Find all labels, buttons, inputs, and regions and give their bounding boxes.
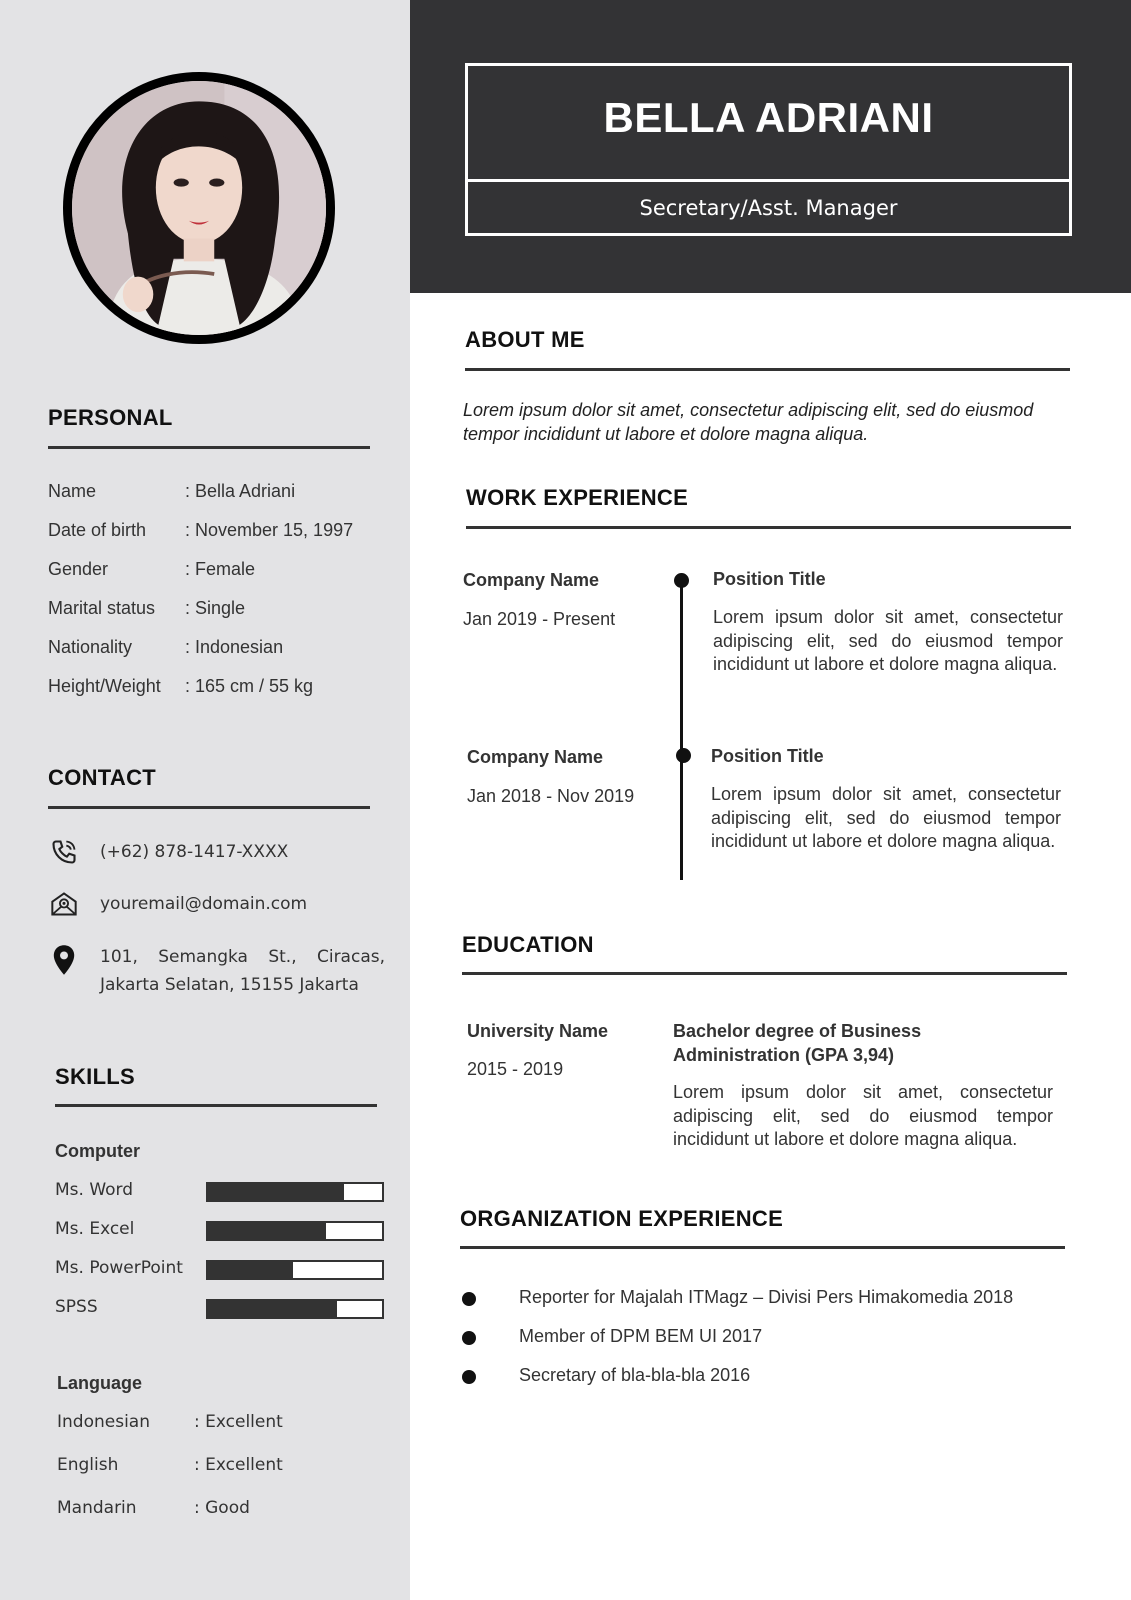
personal-row-marital bbox=[48, 598, 378, 619]
personal-key: Date of birth bbox=[48, 520, 147, 540]
personal-key: Height/Weight bbox=[48, 676, 161, 696]
job-description: Lorem ipsum dolor sit amet, consectetur adipiscing elit, sed do eiusmod tempor incididunt ut labore et dolore magna aliqua. bbox=[713, 607, 1063, 674]
personal-row-dob bbox=[48, 520, 378, 541]
skill-ms-word bbox=[55, 1180, 390, 1202]
job-role: Secretary/Asst. Manager bbox=[639, 196, 898, 220]
email-icon bbox=[50, 890, 100, 923]
degree-title: Bachelor degree of Business Administration (GPA 3,94) bbox=[673, 1021, 922, 1065]
job-dates: Jan 2019 - Present bbox=[463, 609, 616, 629]
profile-photo bbox=[63, 72, 335, 344]
personal-row-nationality bbox=[48, 637, 378, 658]
job-dates: Jan 2018 - Nov 2019 bbox=[467, 786, 635, 806]
skill-ms-excel bbox=[55, 1219, 390, 1241]
personal-key: Gender bbox=[48, 559, 109, 579]
skill-bar bbox=[206, 1221, 384, 1241]
work-timeline bbox=[680, 580, 683, 880]
skill-ms-powerpoint bbox=[55, 1258, 390, 1280]
contact-rule bbox=[48, 806, 370, 809]
personal-value: : Single bbox=[185, 598, 246, 618]
header-banner bbox=[410, 0, 1131, 293]
skill-bar-fill bbox=[208, 1223, 326, 1239]
work-title: WORK EXPERIENCE bbox=[466, 485, 689, 510]
job-position: Position Title bbox=[713, 569, 826, 589]
personal-key: Marital status bbox=[48, 598, 156, 618]
contact-address bbox=[50, 943, 385, 999]
skill-label: Ms. PowerPoint bbox=[55, 1258, 183, 1278]
language-label: Indonesian bbox=[57, 1412, 150, 1432]
location-pin-icon bbox=[50, 943, 100, 999]
skill-bar bbox=[206, 1260, 384, 1280]
full-name: BELLA ADRIANI bbox=[603, 94, 934, 141]
personal-title: PERSONAL bbox=[48, 405, 173, 430]
sidebar bbox=[0, 0, 410, 1600]
bullet-icon bbox=[462, 1370, 476, 1384]
bullet-icon bbox=[462, 1331, 476, 1345]
about-title: ABOUT ME bbox=[465, 327, 585, 352]
contact-title: CONTACT bbox=[48, 765, 157, 790]
language-title: Language bbox=[57, 1373, 143, 1393]
job-company: Company Name bbox=[463, 570, 600, 590]
language-level: : Excellent bbox=[194, 1455, 283, 1475]
language-level: : Excellent bbox=[194, 1412, 283, 1432]
personal-value: : Bella Adriani bbox=[185, 481, 296, 501]
job-description: Lorem ipsum dolor sit amet, consectetur adipiscing elit, sed do eiusmod tempor incididunt ut labore et dolore magna aliqua. bbox=[711, 784, 1061, 851]
job-company: Company Name bbox=[467, 747, 604, 767]
organization-item-text: Member of DPM BEM UI 2017 bbox=[519, 1326, 763, 1346]
timeline-dot bbox=[676, 748, 691, 763]
job-position: Position Title bbox=[711, 746, 824, 766]
bullet-icon bbox=[462, 1292, 476, 1306]
contact-phone bbox=[50, 838, 385, 871]
portrait-image bbox=[72, 81, 326, 335]
timeline-dot bbox=[674, 573, 689, 588]
skill-bar-fill bbox=[208, 1184, 344, 1200]
about-rule bbox=[465, 368, 1070, 371]
organization-rule bbox=[460, 1246, 1065, 1249]
skill-label: Ms. Word bbox=[55, 1180, 134, 1200]
language-label: Mandarin bbox=[57, 1498, 137, 1518]
personal-row-name bbox=[48, 481, 378, 502]
skill-label: Ms. Excel bbox=[55, 1219, 135, 1239]
education-rule bbox=[462, 972, 1067, 975]
skills-title: SKILLS bbox=[55, 1064, 136, 1089]
personal-row-gender bbox=[48, 559, 378, 580]
work-rule bbox=[466, 526, 1071, 529]
skill-bar-fill bbox=[208, 1262, 293, 1278]
address-text: 101, Semangka St., Ciracas, Jakarta Selatan, 15155 Jakarta bbox=[100, 947, 385, 995]
about-text: Lorem ipsum dolor sit amet, consectetur adipiscing elit, sed do eiusmod tempor incididunt ut labore et dolore magna aliqua. bbox=[463, 400, 1034, 444]
skill-bar bbox=[206, 1299, 384, 1319]
phone-text: (+62) 878-1417-XXXX bbox=[100, 842, 289, 862]
personal-row-height-weight bbox=[48, 676, 378, 697]
personal-key: Name bbox=[48, 481, 97, 501]
name-box-divider bbox=[468, 179, 1069, 182]
personal-key: Nationality bbox=[48, 637, 133, 657]
name-box bbox=[465, 63, 1072, 236]
personal-value: : 165 cm / 55 kg bbox=[185, 676, 314, 696]
language-row-english bbox=[57, 1455, 377, 1475]
skill-spss bbox=[55, 1297, 390, 1319]
contact-email bbox=[50, 890, 385, 923]
skill-bar bbox=[206, 1182, 384, 1202]
personal-value: : November 15, 1997 bbox=[185, 520, 354, 540]
organization-item-text: Secretary of bla-bla-bla 2016 bbox=[519, 1365, 751, 1385]
personal-value: : Female bbox=[185, 559, 256, 579]
education-description: Lorem ipsum dolor sit amet, consectetur adipiscing elit, sed do eiusmod tempor incididunt ut labore et dolore magna aliqua. bbox=[673, 1082, 1053, 1149]
university-name: University Name bbox=[467, 1021, 609, 1041]
personal-rule bbox=[48, 446, 370, 449]
organization-title: ORGANIZATION EXPERIENCE bbox=[460, 1206, 784, 1231]
education-title: EDUCATION bbox=[462, 932, 594, 957]
personal-value: : Indonesian bbox=[185, 637, 284, 657]
skill-bar-fill bbox=[208, 1301, 337, 1317]
language-row-mandarin bbox=[57, 1498, 377, 1518]
education-years: 2015 - 2019 bbox=[467, 1059, 564, 1079]
phone-icon bbox=[50, 838, 100, 871]
language-row-indonesian bbox=[57, 1412, 377, 1432]
skill-label: SPSS bbox=[55, 1297, 98, 1317]
language-label: English bbox=[57, 1455, 119, 1475]
organization-item-text: Reporter for Majalah ITMagz – Divisi Pers Himakomedia 2018 bbox=[519, 1287, 1014, 1307]
email-text: youremail@domain.com bbox=[100, 894, 308, 914]
skills-rule bbox=[55, 1104, 377, 1107]
computer-skills-title: Computer bbox=[55, 1141, 140, 1161]
language-level: : Good bbox=[194, 1498, 250, 1518]
